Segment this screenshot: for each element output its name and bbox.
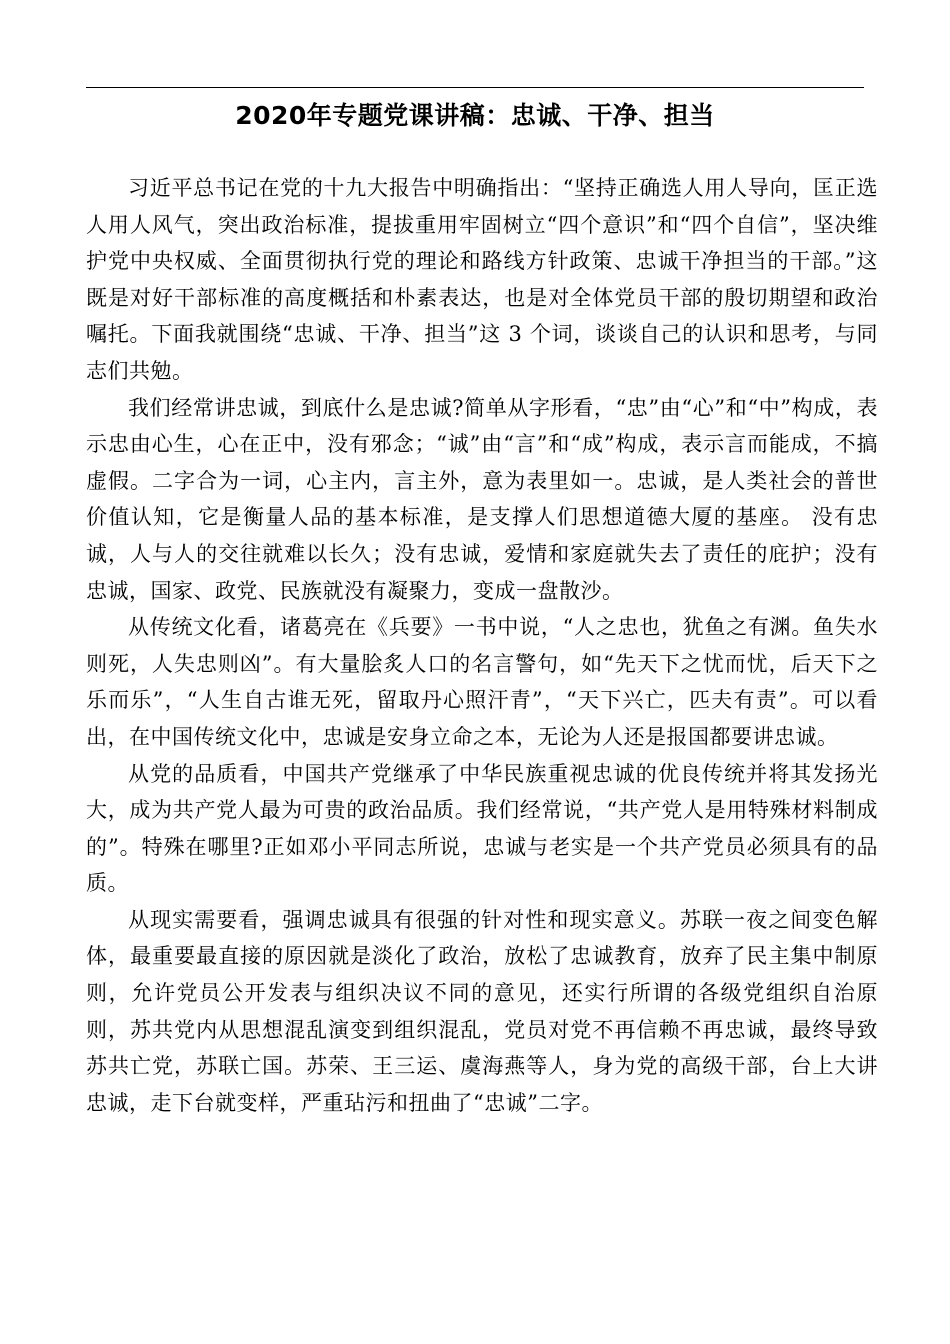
paragraph-2: 我们经常讲忠诚，到底什么是忠诚?简单从字形看，“忠”由“心”和“中”构成，表示忠由心生，心在正中，没有邪念；“诚”由“言”和“成”构成，表示言而能成，不搞虚假。二字合为一词，心主内，言主外，意为表里如一。忠诚，是人类社会的普世价值认知，它是衡量人品的基本标准，是支撑人们思想道德大厦的基座。 没有忠诚，人与人的交往就难以长久；没有忠诚，爱情和家庭就失去了责任的庇护；没有忠诚，国家、政党、民族就没有凝聚力，变成一盘散沙。 <box>86 395 878 603</box>
document-title: 2020年专题党课讲稿：忠诚、干净、担当 <box>235 101 715 130</box>
header-rule <box>86 87 864 88</box>
paragraph-4: 从党的品质看，中国共产党继承了中华民族重视忠诚的优良传统并将其发扬光大，成为共产党人最为可贵的政治品质。我们经常说，“共产党人是用特殊材料制成的”。特殊在哪里?正如邓小平同志所说，忠诚与老实是一个共产党员必须具有的品质。 <box>86 761 878 896</box>
paragraph-1: 习近平总书记在党的十九大报告中明确指出：“坚持正确选人用人导向，匡正选人用人风气，突出政治标准，提拔重用牢固树立“四个意识”和“四个自信”，坚决维护党中央权威、全面贯彻执行党的理论和路线方针政策、忠诚干净担当的干部。”这既是对好干部标准的高度概括和朴素表达，也是对全体党员干部的殷切期望和政治嘱托。下面我就围绕“忠诚、干净、担当”这 3 个词，谈谈自己的认识和思考，与同志们共勉。 <box>86 176 878 383</box>
document-body <box>86 170 878 1121</box>
paragraph-5: 从现实需要看，强调忠诚具有很强的针对性和现实意义。苏联一夜之间变色解体，最重要最直接的原因就是淡化了政治，放松了忠诚教育，放弃了民主集中制原则，允许党员公开发表与组织决议不同的意见，还实行所谓的各级党组织自治原则，苏共党内从思想混乱演变到组织混乱，党员对党不再信赖不再忠诚，最终导致苏共亡党，苏联亡国。苏荣、王三运、虞海燕等人，身为党的高级干部，台上大讲忠诚，走下台就变样，严重玷污和扭曲了“忠诚”二字。 <box>86 907 878 1115</box>
paragraph-3: 从传统文化看，诸葛亮在《兵要》一书中说，“人之忠也，犹鱼之有渊。鱼失水则死，人失忠则凶”。有大量脍炙人口的名言警句，如“先天下之忧而忧，后天下之乐而乐”，“人生自古谁无死，留取丹心照汗青”，“天下兴亡，匹夫有责”。可以看出，在中国传统文化中，忠诚是安身立命之本，无论为人还是报国都要讲忠诚。 <box>86 615 878 749</box>
